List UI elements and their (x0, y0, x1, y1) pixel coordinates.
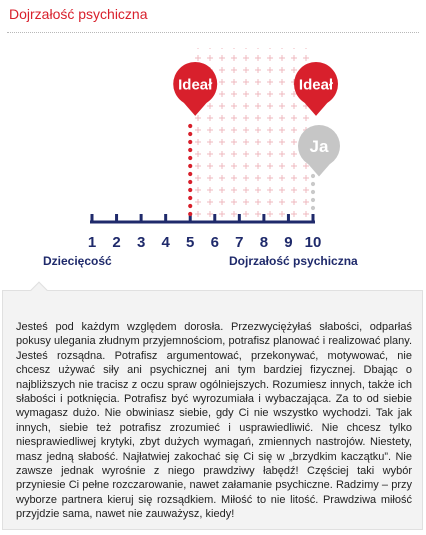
tick-label: 9 (284, 234, 293, 251)
tick-label: 1 (87, 234, 97, 251)
tick-label: 4 (161, 234, 170, 251)
header-divider (7, 32, 419, 33)
ideal-dot-line (188, 172, 192, 176)
ja-dot-line (311, 198, 315, 202)
tick-label: 10 (304, 234, 322, 251)
ja-dot-line (311, 182, 315, 186)
tick-label: 2 (112, 234, 121, 251)
axis-right-label: Dojrzałość psychiczna (229, 254, 358, 268)
tick-label: 5 (186, 234, 195, 251)
tick-label: 3 (136, 234, 146, 251)
ja-dot-line (311, 206, 315, 210)
ideal-marker-5-label: Ideał (178, 76, 213, 94)
ideal-dot-line (188, 132, 192, 136)
tick-label: 7 (235, 234, 244, 251)
ja-dot-line (311, 174, 315, 178)
ideal-dot-line (188, 204, 192, 208)
ideal-dot-line (188, 212, 192, 216)
maturity-scale-chart (0, 40, 426, 280)
ideal-dot-line (188, 180, 192, 184)
ja-dot-line (311, 190, 315, 194)
ideal-dot-line (188, 140, 192, 144)
axis-left-label: Dziecięcość (43, 254, 112, 268)
page-title: Dojrzałość psychiczna (9, 6, 148, 22)
header (0, 0, 426, 36)
ideal-dot-line (188, 148, 192, 152)
ideal-dot-line (188, 156, 192, 160)
ideal-dot-line (188, 196, 192, 200)
ja-marker-label: Ja (309, 137, 329, 157)
ideal-dot-line (188, 188, 192, 192)
tick-label: 8 (259, 234, 269, 251)
description-text: Jesteś pod każdym względem dorosła. Przezwyciężyłaś słabości, odparłaś pokusy ulegania złudnym przyjemnościom, potrafisz planować i realizować plany. Jesteś rozsądna. Potrafisz argumentować, przekonywać, motywować, nie chcesz używać siły ani psychicznej ani tym bardziej fizycznej. Dbając o najbliższych nie tracisz z oczu spraw ogólniejszych. Rozumiesz innych, także ich słabości i potknięcia. Potrafisz być wyrozumiała i wybaczająca. Za to od siebie wymagasz dużo. Nie obwiniasz siebie, gdy Ci nie wszystko wychodzi. Tak jak innych, siebie też potrafisz zrozumieć i usprawiedliwić. Nie chcesz tylko niesprawiedliwej krytyki, zbyt dużych wymagań, zmiennych nastrojów. Niestety, masz jedną słabość. Najłatwiej zakochać się Ci się w „brzydkim kaczątku”. Nie zawsze jednak wyrośnie z niego prawdziwy łabędź! Częściej taki wybór przyniesie Ci pełne rozczarowanie, nawet załamanie psychiczne. Radzimy – przy wyborze partnera kieruj się rozsądkiem. Miłość to nie litość. Prawdziwa miłość przyjdzie sama, nawet nie zauważysz, kiedy! (16, 321, 412, 521)
ideal-marker-10-label: Ideał (298, 76, 334, 94)
ideal-dot-line (188, 164, 192, 168)
tick-label: 6 (210, 234, 219, 251)
ideal-dot-line (188, 124, 192, 128)
